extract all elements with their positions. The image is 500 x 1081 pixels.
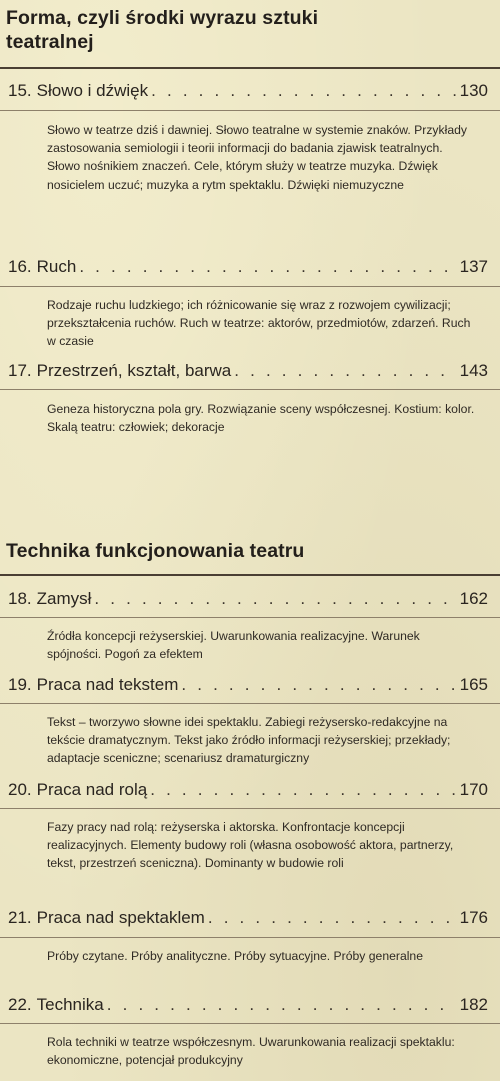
chapter-number: 21. <box>8 908 32 927</box>
section-divider <box>0 67 500 69</box>
chapter-title: Zamysł <box>36 589 92 608</box>
dot-leader <box>181 674 455 696</box>
chapter-rule <box>0 617 500 618</box>
section-divider <box>0 574 500 576</box>
chapter-entry[interactable] <box>0 256 500 278</box>
chapter-description: Rodzaje ruchu ludzkiego; ich różnicowanie się wraz z rozwojem cywilizacji; przekształcenia ruchów. Ruch w teatrze: aktorów, przedmiotów, zdarzeń. Ruch w czasie <box>47 298 471 349</box>
chapter-description: Próby czytane. Próby analityczne. Próby sytuacyjne. Próby generalne <box>47 949 423 963</box>
chapter-title: Praca nad tekstem <box>36 675 179 694</box>
chapter-title: Technika <box>36 995 104 1014</box>
section-title-line: teatralnej <box>6 31 94 53</box>
chapter-entry[interactable] <box>0 674 500 696</box>
dot-leader <box>150 779 455 801</box>
chapter-page-number: 176 <box>459 908 488 927</box>
chapter-heading <box>0 80 500 102</box>
chapter-number: 19. <box>8 675 32 694</box>
chapter-heading <box>0 779 500 801</box>
chapter-entry[interactable] <box>0 779 500 801</box>
chapter-entry[interactable] <box>0 80 500 102</box>
chapter-number: 18. <box>8 589 32 608</box>
chapter-title: Przestrzeń, kształt, barwa <box>36 361 232 380</box>
chapter-heading <box>0 588 500 610</box>
chapter-page-number: 162 <box>459 589 488 608</box>
dot-leader <box>151 80 455 102</box>
chapter-title: Praca nad spektaklem <box>36 908 205 927</box>
chapter-rule <box>0 389 500 390</box>
chapter-entry[interactable] <box>0 907 500 929</box>
chapter-page-number: 130 <box>459 81 488 100</box>
section-title: Technika funkcjonowania teatru <box>6 540 305 562</box>
chapter-description: Tekst – tworzywo słowne idei spektaklu. Zabiegi reżysersko-redakcyjne na tekście dramatycznym. Tekst jako źródło informacji reżyserskiej; przekłady; adaptacje sceniczne; scenariusz dramaturgiczny <box>47 715 451 766</box>
chapter-heading <box>0 256 500 278</box>
dot-leader <box>107 994 456 1016</box>
chapter-rule <box>0 286 500 287</box>
chapter-title: Praca nad rolą <box>36 780 148 799</box>
chapter-page-number: 165 <box>459 675 488 694</box>
chapter-entry[interactable] <box>0 994 500 1016</box>
chapter-rule <box>0 937 500 938</box>
dot-leader <box>234 360 455 382</box>
chapter-number: 15. <box>8 81 32 100</box>
chapter-heading <box>0 674 500 696</box>
chapter-title: Ruch <box>36 257 77 276</box>
chapter-page-number: 170 <box>459 780 488 799</box>
chapter-entry[interactable] <box>0 360 500 382</box>
chapter-number: 20. <box>8 780 32 799</box>
chapter-entry[interactable] <box>0 588 500 610</box>
chapter-number: 17. <box>8 361 32 380</box>
chapter-rule <box>0 110 500 111</box>
chapter-description: Rola techniki w teatrze współczesnym. Uwarunkowania realizacji spektaklu: ekonomiczne, potencjał produkcyjny <box>47 1035 455 1068</box>
dot-leader <box>79 256 455 278</box>
chapter-rule <box>0 808 500 809</box>
section-title-line: Forma, czyli środki wyrazu sztuki <box>6 7 319 29</box>
chapter-description: Źródła koncepcji reżyserskiej. Uwarunkowania realizacyjne. Warunek spójności. Pogoń za efektem <box>47 629 420 662</box>
chapter-title: Słowo i dźwięk <box>36 81 149 100</box>
chapter-rule <box>0 1023 500 1024</box>
chapter-page-number: 182 <box>459 995 488 1014</box>
chapter-description: Słowo w teatrze dziś i dawniej. Słowo teatralne w systemie znaków. Przykłady zastosowania semiologii i teorii informacji do badania zjawisk teatralnych. Słowo nośnikiem znaczeń. Cele, którym służy w teatrze muzyka. Dźwięk nosicielem uczuć; muzyka a rytm spektaklu. Dźwięki niemuzyczne <box>47 123 467 192</box>
chapter-heading <box>0 994 500 1016</box>
chapter-number: 22. <box>8 995 32 1014</box>
chapter-description: Fazy pracy nad rolą: reżyserska i aktorska. Konfrontacje koncepcji realizacyjnych. Elementy budowy roli (własna osobowość aktora, partnerzy, tekst, przestrzeń sceniczna). Dominanty w budowie roli <box>47 820 454 871</box>
dot-leader <box>208 907 456 929</box>
chapter-heading <box>0 907 500 929</box>
chapter-page-number: 137 <box>459 257 488 276</box>
chapter-heading <box>0 360 500 382</box>
chapter-description: Geneza historyczna pola gry. Rozwiązanie sceny współczesnej. Kostium: kolor. Skalą teatru: człowiek; dekoracje <box>47 402 475 435</box>
section-title <box>0 6 476 54</box>
chapter-page-number: 143 <box>459 361 488 380</box>
chapter-rule <box>0 703 500 704</box>
dot-leader <box>94 588 455 610</box>
chapter-number: 16. <box>8 257 32 276</box>
